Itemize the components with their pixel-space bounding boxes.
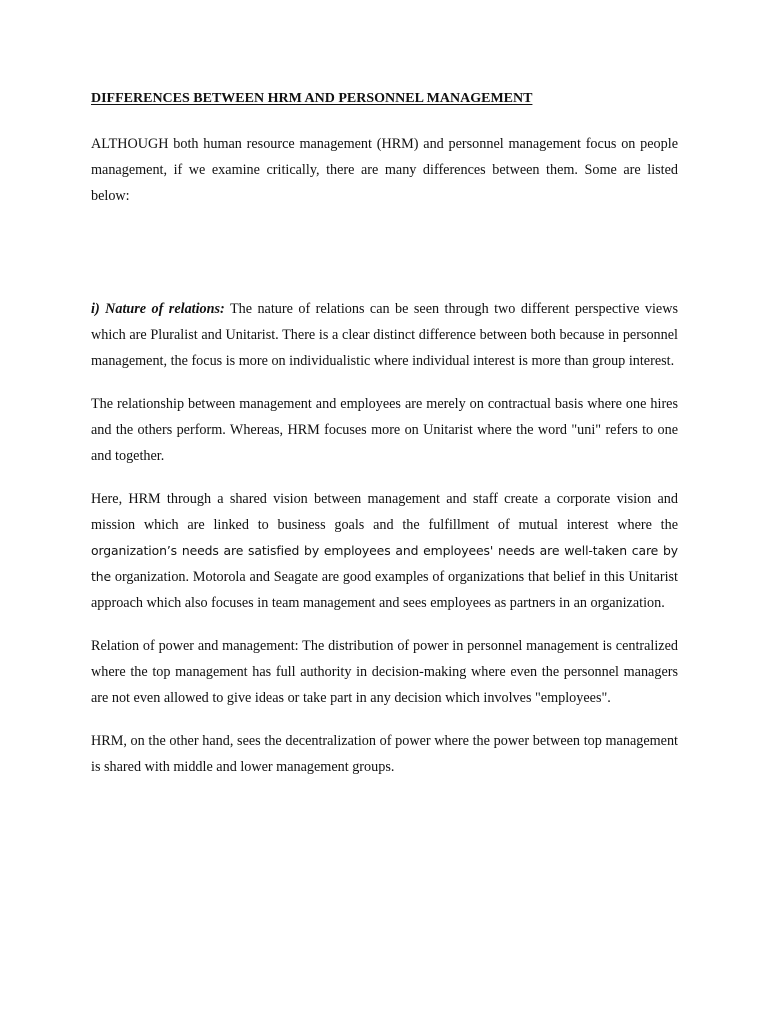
nature-of-relations-paragraph [91,296,678,374]
power-paragraph: Relation of power and management: The distribution of power in personnel management is centralized where the top management has full authority in decision-making where even the personnel managers are not even allowed to give ideas or take part in any decision which involves "employees". [91,638,678,706]
shared-vision-paragraph [91,486,678,616]
shared-vision-text-3: organization. Motorola and Seagate are good examples of organizations that belief in this Unitarist approach which also focuses in team management and sees employees as partners in an organization. [91,569,678,611]
intro-paragraph: ALTHOUGH both human resource management (HRM) and personnel management focus on people management, if we examine critically, there are many differences between them. Some are listed below: [91,136,678,204]
nature-of-relations-lead: i) Nature of relations: [91,301,225,317]
shared-vision-text-2: organization’s needs are satisfied by employees and employees' needs are well-taken care by the [91,543,678,584]
document-heading: DIFFERENCES BETWEEN HRM AND PERSONNEL MANAGEMENT [91,91,533,106]
blank-space [91,226,678,296]
hrm-power-paragraph: HRM, on the other hand, sees the decentralization of power where the power between top management is shared with middle and lower management groups. [91,733,678,775]
nature-of-relations-text: The nature of relations can be seen through two different perspective views which are Pluralist and Unitarist. There is a clear distinct difference between both because in personnel management, the focus is more on individualistic where individual interest is more than group interest. [91,301,678,369]
document-body [91,86,678,797]
relationship-paragraph: The relationship between management and employees are merely on contractual basis where one hires and the others perform. Whereas, HRM focuses more on Unitarist where the word "uni" refers to one and together. [91,396,678,464]
shared-vision-text-1: Here, HRM through a shared vision between management and staff create a corporate vision and mission which are linked to business goals and the fulfillment of mutual interest where the [91,491,678,533]
